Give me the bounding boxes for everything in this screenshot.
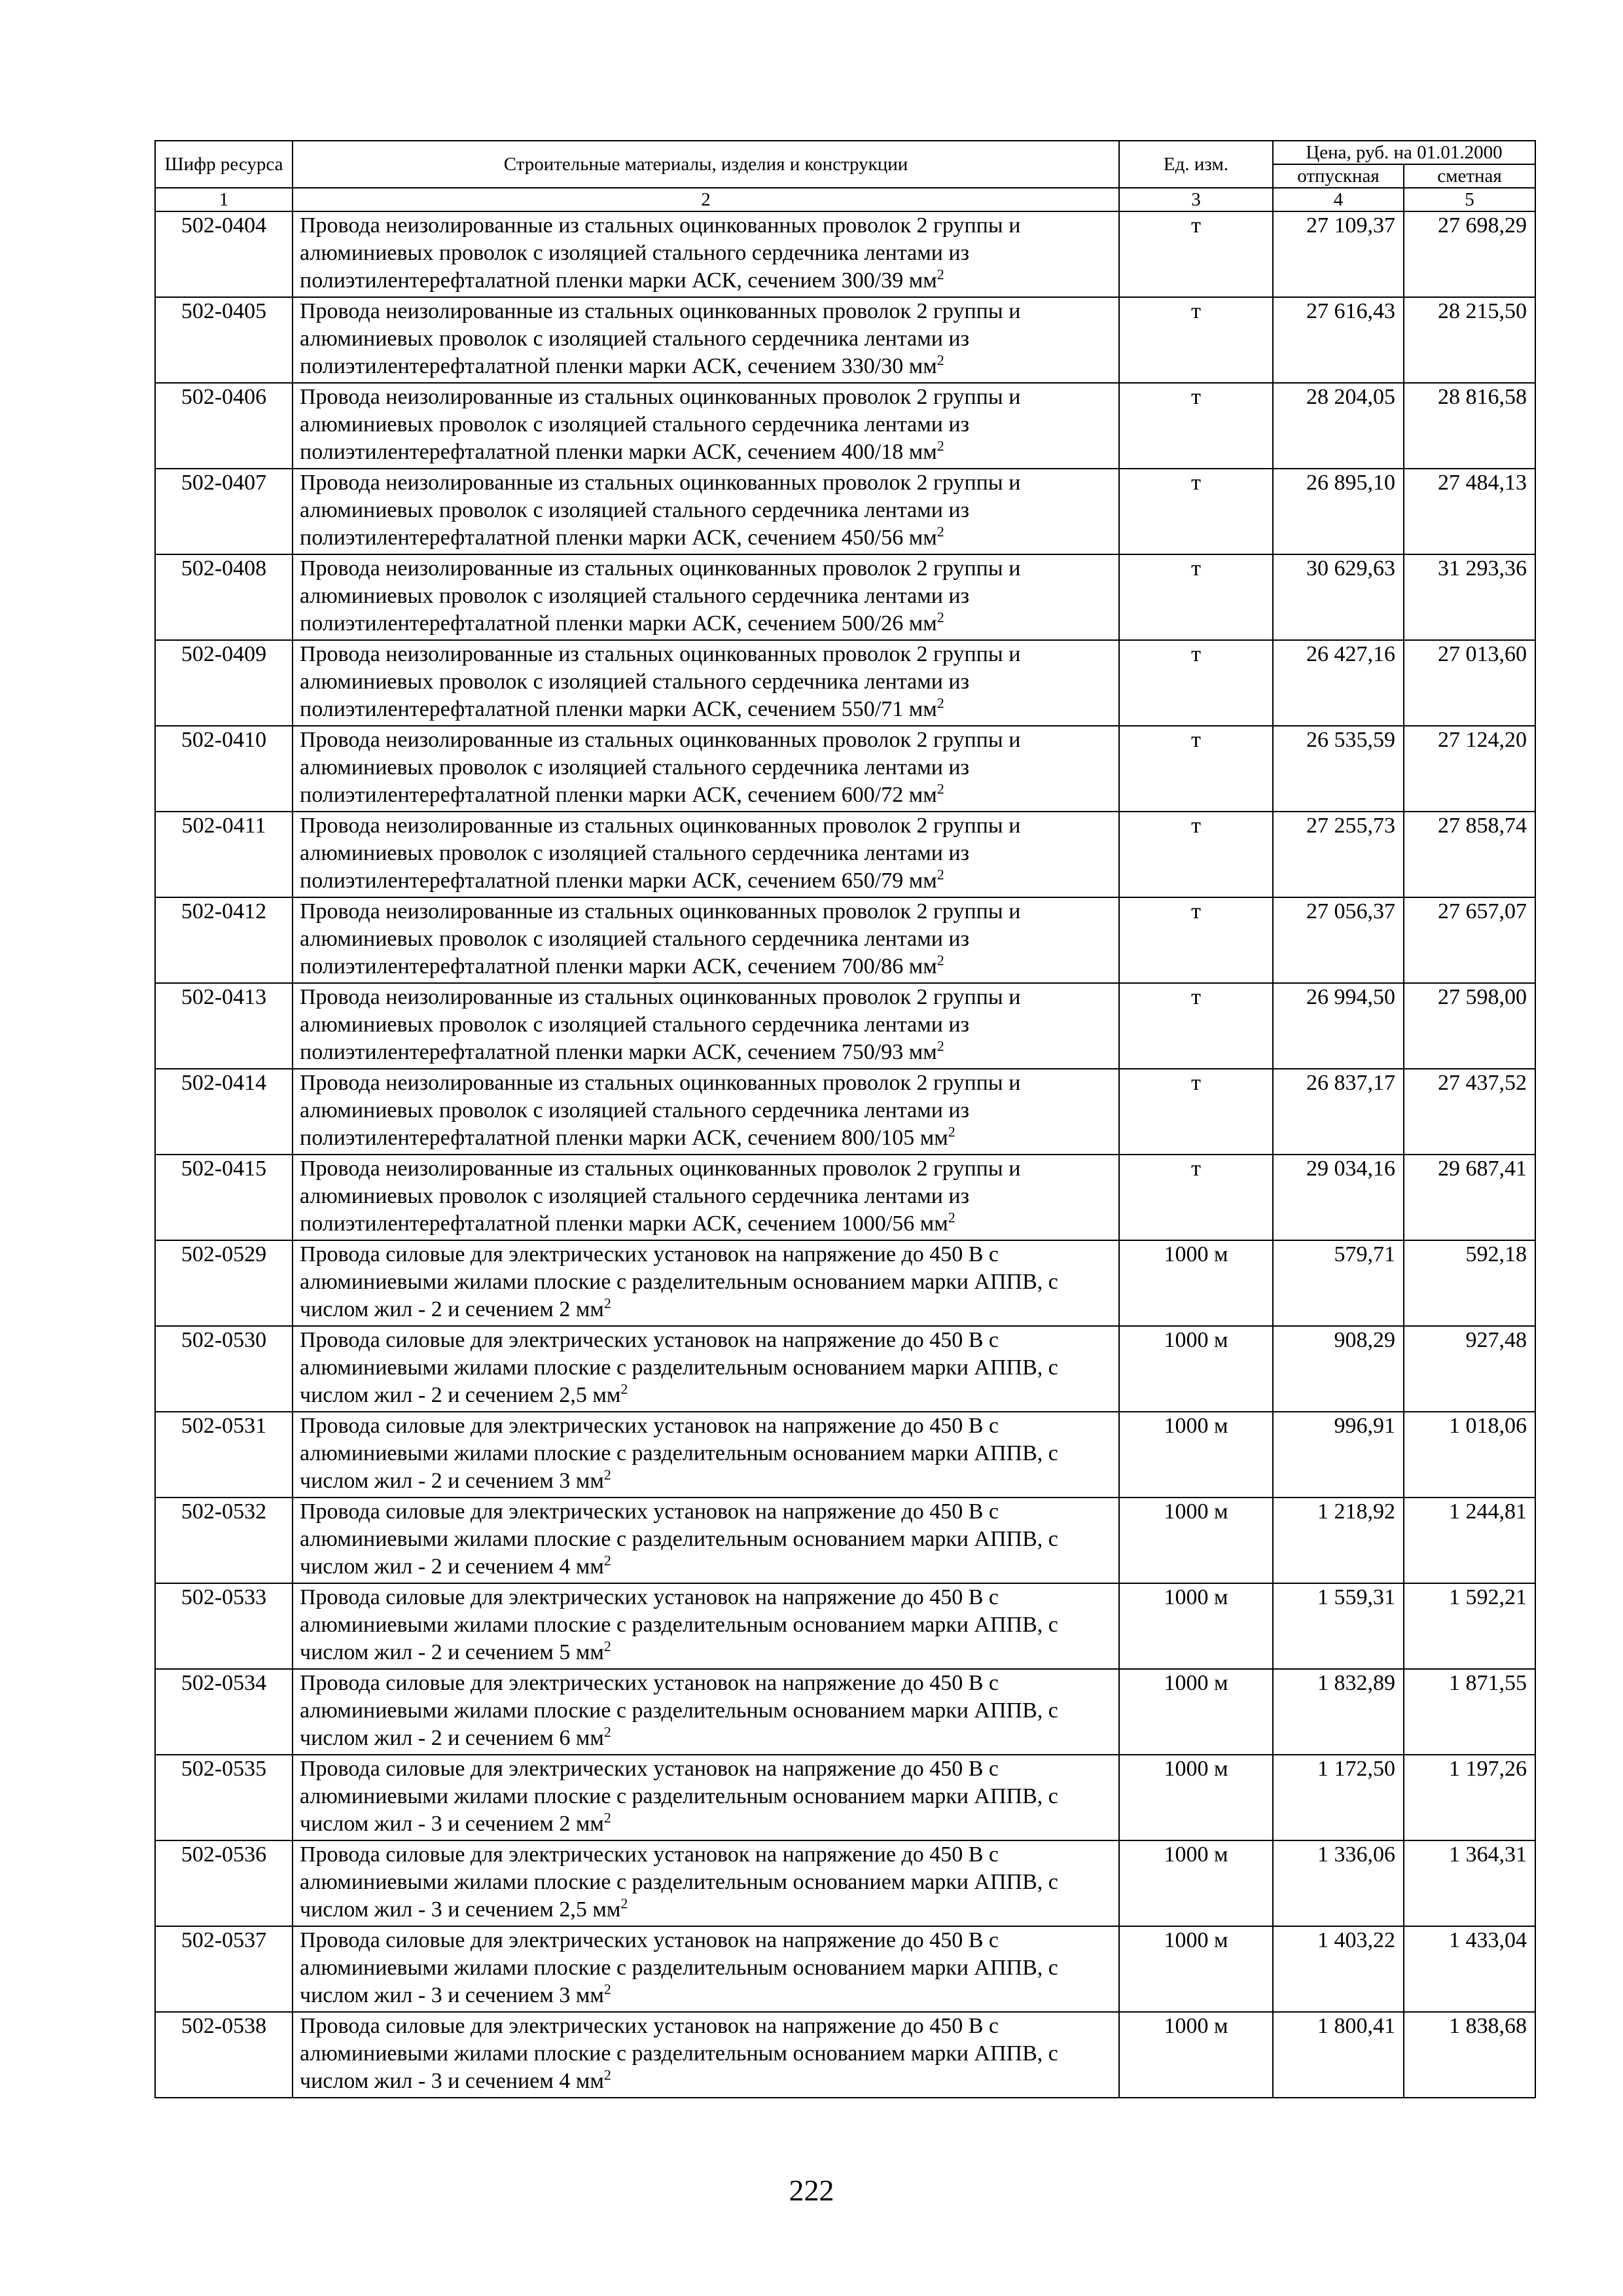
price-release	[1273, 812, 1404, 897]
unit	[1119, 897, 1273, 983]
unit-text: 1000 м	[1164, 1757, 1228, 1781]
price-estimate-text: 27 598,00	[1438, 985, 1527, 1009]
material-name-text: Провода неизолированные из стальных оцинкованных проволок 2 группы и алюминиевых проволок с изоляцией стального сердечника лентами из полиэтилентерефталатной пленки марки АСК, сечением 800/105 мм	[300, 1071, 1021, 1150]
price-estimate-text: 1 592,21	[1449, 1585, 1527, 1609]
price-release-text: 1 559,31	[1317, 1585, 1395, 1609]
material-name	[293, 640, 1119, 726]
resource-code	[155, 383, 293, 469]
table-row	[155, 726, 1535, 812]
resource-code-text: 502-0405	[181, 299, 267, 323]
resource-code-text: 502-0408	[181, 556, 267, 581]
material-name-text: Провода неизолированные из стальных оцинкованных проволок 2 группы и алюминиевых проволок с изоляцией стального сердечника лентами из полиэтилентерефталатной пленки марки АСК, сечением 600/72 мм	[300, 728, 1021, 807]
square-superscript: 2	[603, 1638, 611, 1655]
price-release-text: 27 056,37	[1306, 899, 1395, 924]
price-estimate-text: 27 698,29	[1438, 213, 1527, 238]
price-estimate	[1404, 1840, 1535, 1926]
resource-code-text: 502-0534	[181, 1671, 267, 1695]
column-number: 1	[155, 188, 293, 211]
resource-code-text: 502-0538	[181, 2014, 267, 2038]
price-release-text: 996,91	[1334, 1414, 1395, 1438]
price-estimate-text: 1 871,55	[1449, 1671, 1527, 1695]
unit-text: т	[1191, 642, 1201, 666]
resource-code-text: 502-0407	[181, 471, 267, 495]
price-estimate-text: 27 484,13	[1438, 471, 1527, 495]
square-superscript: 2	[948, 1123, 955, 1140]
resource-code-text: 502-0536	[181, 1842, 267, 1867]
page-number: 222	[789, 2174, 834, 2207]
material-name-text: Провода неизолированные из стальных оцинкованных проволок 2 группы и алюминиевых проволок с изоляцией стального сердечника лентами из полиэтилентерефталатной пленки марки АСК, сечением 330/30 мм	[300, 299, 1021, 378]
price-estimate	[1404, 2012, 1535, 2098]
square-superscript: 2	[936, 1037, 944, 1054]
price-release-text: 1 172,50	[1317, 1757, 1395, 1781]
unit-text: т	[1191, 556, 1201, 581]
price-release-text: 26 994,50	[1306, 985, 1395, 1009]
resource-code-text: 502-0406	[181, 385, 267, 409]
resource-code-text: 502-0410	[181, 728, 267, 752]
unit	[1119, 1240, 1273, 1326]
price-release-text: 30 629,63	[1306, 556, 1395, 581]
resource-code	[155, 983, 293, 1069]
resource-code-text: 502-0531	[181, 1414, 267, 1438]
material-name-text: Провода неизолированные из стальных оцинкованных проволок 2 группы и алюминиевых проволок с изоляцией стального сердечника лентами из полиэтилентерефталатной пленки марки АСК, сечением 450/56 мм	[300, 471, 1021, 550]
price-estimate	[1404, 726, 1535, 812]
material-name	[293, 1669, 1119, 1755]
material-name	[293, 554, 1119, 640]
unit	[1119, 640, 1273, 726]
price-release-text: 908,29	[1334, 1328, 1395, 1352]
price-release	[1273, 1412, 1404, 1498]
unit-text: 1000 м	[1164, 1499, 1228, 1524]
unit	[1119, 554, 1273, 640]
material-name	[293, 1755, 1119, 1840]
unit-text: 1000 м	[1164, 1585, 1228, 1609]
price-estimate-text: 27 657,07	[1438, 899, 1527, 924]
resource-code-text: 502-0415	[181, 1157, 267, 1181]
square-superscript: 2	[603, 1981, 611, 1998]
table-row	[155, 1840, 1535, 1926]
unit	[1119, 983, 1273, 1069]
table-row	[155, 2012, 1535, 2098]
price-release	[1273, 1498, 1404, 1583]
price-estimate	[1404, 1583, 1535, 1669]
price-estimate	[1404, 1240, 1535, 1326]
square-superscript: 2	[603, 1466, 611, 1483]
material-name-text: Провода силовые для электрических установок на напряжение до 450 В с алюминиевыми жилами плоские с разделительным основанием марки АППВ, с числом жил - 3 и сечением 4 мм	[300, 2014, 1058, 2093]
material-name	[293, 1240, 1119, 1326]
material-name-text: Провода силовые для электрических установок на напряжение до 450 В с алюминиевыми жилами плоские с разделительным основанием марки АППВ, с числом жил - 2 и сечением 5 мм	[300, 1585, 1058, 1664]
unit	[1119, 812, 1273, 897]
unit-text: 1000 м	[1164, 1328, 1228, 1352]
resource-price-table	[154, 140, 1536, 2098]
price-release	[1273, 983, 1404, 1069]
table-row	[155, 1755, 1535, 1840]
price-release-text: 27 616,43	[1306, 299, 1395, 323]
material-name-text: Провода силовые для электрических установок на напряжение до 450 В с алюминиевыми жилами плоские с разделительным основанием марки АППВ, с числом жил - 3 и сечением 2,5 мм	[300, 1842, 1058, 1922]
price-estimate	[1404, 1669, 1535, 1755]
header-price: Цена, руб. на 01.01.2000	[1273, 141, 1535, 164]
price-estimate-text: 592,18	[1465, 1242, 1527, 1266]
square-superscript: 2	[603, 2066, 611, 2083]
column-number: 4	[1273, 188, 1404, 211]
resource-code	[155, 554, 293, 640]
price-release	[1273, 1240, 1404, 1326]
square-superscript: 2	[936, 351, 944, 368]
price-release-text: 28 204,05	[1306, 385, 1395, 409]
price-estimate	[1404, 297, 1535, 383]
material-name	[293, 1583, 1119, 1669]
material-name-text: Провода неизолированные из стальных оцинкованных проволок 2 группы и алюминиевых проволок с изоляцией стального сердечника лентами из полиэтилентерефталатной пленки марки АСК, сечением 300/39 мм	[300, 213, 1021, 293]
price-estimate	[1404, 1755, 1535, 1840]
header-unit: Ед. изм.	[1119, 141, 1273, 188]
material-name	[293, 2012, 1119, 2098]
price-release	[1273, 211, 1404, 297]
material-name-text: Провода силовые для электрических установок на напряжение до 450 В с алюминиевыми жилами плоские с разделительным основанием марки АППВ, с числом жил - 3 и сечением 2 мм	[300, 1757, 1058, 1836]
unit	[1119, 1669, 1273, 1755]
price-estimate	[1404, 897, 1535, 983]
resource-code	[155, 726, 293, 812]
table-row	[155, 897, 1535, 983]
table-row	[155, 1326, 1535, 1412]
table-row	[155, 983, 1535, 1069]
square-superscript: 2	[936, 694, 944, 711]
unit	[1119, 1498, 1273, 1583]
price-estimate-text: 28 816,58	[1438, 385, 1527, 409]
material-name	[293, 297, 1119, 383]
price-estimate-text: 1 197,26	[1449, 1757, 1527, 1781]
square-superscript: 2	[620, 1380, 628, 1397]
unit-text: т	[1191, 299, 1201, 323]
price-estimate-text: 1 838,68	[1449, 2014, 1527, 2038]
table-body	[155, 211, 1535, 2098]
price-release-text: 1 336,06	[1317, 1842, 1395, 1867]
material-name	[293, 897, 1119, 983]
resource-code	[155, 1326, 293, 1412]
price-estimate-text: 1 018,06	[1449, 1414, 1527, 1438]
price-estimate	[1404, 211, 1535, 297]
resource-code	[155, 297, 293, 383]
resource-code	[155, 1583, 293, 1669]
resource-code	[155, 2012, 293, 2098]
table-row	[155, 1240, 1535, 1326]
material-name	[293, 1155, 1119, 1240]
material-name-text: Провода силовые для электрических установок на напряжение до 450 В с алюминиевыми жилами плоские с разделительным основанием марки АППВ, с числом жил - 2 и сечением 2 мм	[300, 1242, 1058, 1321]
table-row	[155, 1583, 1535, 1669]
price-release	[1273, 469, 1404, 554]
unit-text: 1000 м	[1164, 1414, 1228, 1438]
price-estimate	[1404, 469, 1535, 554]
column-number: 3	[1119, 188, 1273, 211]
price-release-text: 27 255,73	[1306, 814, 1395, 838]
price-release-text: 26 535,59	[1306, 728, 1395, 752]
unit-text: т	[1191, 1157, 1201, 1181]
price-estimate-text: 1 364,31	[1449, 1842, 1527, 1867]
unit	[1119, 1755, 1273, 1840]
price-release-text: 1 218,92	[1317, 1499, 1395, 1524]
square-superscript: 2	[936, 437, 944, 454]
material-name-text: Провода неизолированные из стальных оцинкованных проволок 2 группы и алюминиевых проволок с изоляцией стального сердечника лентами из полиэтилентерефталатной пленки марки АСК, сечением 750/93 мм	[300, 985, 1021, 1064]
price-estimate	[1404, 1412, 1535, 1498]
table-row	[155, 297, 1535, 383]
unit	[1119, 1583, 1273, 1669]
price-release	[1273, 897, 1404, 983]
price-release-text: 1 403,22	[1317, 1928, 1395, 1952]
resource-code-text: 502-0411	[181, 814, 266, 838]
price-estimate-text: 927,48	[1465, 1328, 1527, 1352]
material-name	[293, 1840, 1119, 1926]
material-name-text: Провода силовые для электрических установок на напряжение до 450 В с алюминиевыми жилами плоские с разделительным основанием марки АППВ, с числом жил - 2 и сечением 3 мм	[300, 1414, 1058, 1493]
resource-code	[155, 469, 293, 554]
resource-code	[155, 1240, 293, 1326]
material-name	[293, 211, 1119, 297]
price-release	[1273, 640, 1404, 726]
square-superscript: 2	[936, 952, 944, 969]
price-estimate	[1404, 812, 1535, 897]
square-superscript: 2	[603, 1295, 611, 1312]
material-name-text: Провода силовые для электрических установок на напряжение до 450 В с алюминиевыми жилами плоские с разделительным основанием марки АППВ, с числом жил - 3 и сечением 3 мм	[300, 1928, 1058, 2007]
table-row	[155, 469, 1535, 554]
unit-text: т	[1191, 471, 1201, 495]
unit	[1119, 383, 1273, 469]
material-name-text: Провода неизолированные из стальных оцинкованных проволок 2 группы и алюминиевых проволок с изоляцией стального сердечника лентами из полиэтилентерефталатной пленки марки АСК, сечением 650/79 мм	[300, 814, 1021, 893]
price-release-text: 1 832,89	[1317, 1671, 1395, 1695]
resource-code	[155, 812, 293, 897]
price-release-text: 26 837,17	[1306, 1071, 1395, 1095]
unit	[1119, 211, 1273, 297]
material-name	[293, 726, 1119, 812]
table-row	[155, 1498, 1535, 1583]
material-name-text: Провода неизолированные из стальных оцинкованных проволок 2 группы и алюминиевых проволок с изоляцией стального сердечника лентами из полиэтилентерефталатной пленки марки АСК, сечением 400/18 мм	[300, 385, 1021, 464]
price-release	[1273, 1069, 1404, 1155]
unit	[1119, 1326, 1273, 1412]
unit-text: т	[1191, 385, 1201, 409]
resource-code-text: 502-0532	[181, 1499, 267, 1524]
unit	[1119, 1069, 1273, 1155]
price-release	[1273, 1840, 1404, 1926]
table-row	[155, 554, 1535, 640]
square-superscript: 2	[603, 1809, 611, 1826]
material-name-text: Провода неизолированные из стальных оцинкованных проволок 2 группы и алюминиевых проволок с изоляцией стального сердечника лентами из полиэтилентерефталатной пленки марки АСК, сечением 550/71 мм	[300, 642, 1021, 721]
price-release	[1273, 383, 1404, 469]
price-estimate-text: 27 124,20	[1438, 728, 1527, 752]
price-estimate-text: 31 293,36	[1438, 556, 1527, 581]
price-estimate-text: 29 687,41	[1438, 1157, 1527, 1181]
unit	[1119, 1926, 1273, 2012]
resource-code-text: 502-0413	[181, 985, 267, 1009]
table-row	[155, 383, 1535, 469]
price-release	[1273, 2012, 1404, 2098]
square-superscript: 2	[936, 780, 944, 797]
unit-text: 1000 м	[1164, 1928, 1228, 1952]
resource-code	[155, 1412, 293, 1498]
resource-code-text: 502-0529	[181, 1242, 267, 1266]
unit	[1119, 2012, 1273, 2098]
material-name	[293, 1498, 1119, 1583]
price-release-text: 579,71	[1334, 1242, 1395, 1266]
table-row	[155, 211, 1535, 297]
header-resource-code: Шифр ресурса	[155, 141, 293, 188]
price-estimate	[1404, 983, 1535, 1069]
unit	[1119, 1840, 1273, 1926]
resource-code-text: 502-0533	[181, 1585, 267, 1609]
resource-code	[155, 1155, 293, 1240]
resource-code	[155, 211, 293, 297]
unit-text: т	[1191, 985, 1201, 1009]
price-estimate-text: 27 858,74	[1438, 814, 1527, 838]
price-estimate	[1404, 1326, 1535, 1412]
price-estimate-text: 28 215,50	[1438, 299, 1527, 323]
price-release-text: 27 109,37	[1306, 213, 1395, 238]
price-estimate	[1404, 554, 1535, 640]
table-row	[155, 812, 1535, 897]
unit	[1119, 1412, 1273, 1498]
resource-code	[155, 1840, 293, 1926]
price-release	[1273, 1583, 1404, 1669]
table-row	[155, 1926, 1535, 2012]
price-estimate	[1404, 1498, 1535, 1583]
square-superscript: 2	[603, 1552, 611, 1569]
price-estimate-text: 27 013,60	[1438, 642, 1527, 666]
material-name-text: Провода неизолированные из стальных оцинкованных проволок 2 группы и алюминиевых проволок с изоляцией стального сердечника лентами из полиэтилентерефталатной пленки марки АСК, сечением 1000/56 мм	[300, 1157, 1021, 1236]
table-row	[155, 640, 1535, 726]
resource-code-text: 502-0414	[181, 1071, 267, 1095]
resource-code	[155, 1498, 293, 1583]
price-release	[1273, 1926, 1404, 2012]
square-superscript: 2	[936, 866, 944, 883]
resource-code-text: 502-0409	[181, 642, 267, 666]
price-release	[1273, 554, 1404, 640]
price-release	[1273, 1669, 1404, 1755]
material-name-text: Провода силовые для электрических установок на напряжение до 450 В с алюминиевыми жилами плоские с разделительным основанием марки АППВ, с числом жил - 2 и сечением 4 мм	[300, 1499, 1058, 1579]
price-release	[1273, 1155, 1404, 1240]
column-number: 5	[1404, 188, 1535, 211]
material-name	[293, 1326, 1119, 1412]
material-name-text: Провода неизолированные из стальных оцинкованных проволок 2 группы и алюминиевых проволок с изоляцией стального сердечника лентами из полиэтилентерефталатной пленки марки АСК, сечением 700/86 мм	[300, 899, 1021, 978]
material-name	[293, 1926, 1119, 2012]
material-name	[293, 1069, 1119, 1155]
price-estimate-text: 27 437,52	[1438, 1071, 1527, 1095]
resource-code	[155, 1755, 293, 1840]
material-name	[293, 812, 1119, 897]
unit-text: т	[1191, 728, 1201, 752]
price-release-text: 26 427,16	[1306, 642, 1395, 666]
unit-text: т	[1191, 814, 1201, 838]
resource-code	[155, 897, 293, 983]
price-release-text: 1 800,41	[1317, 2014, 1395, 2038]
price-estimate	[1404, 383, 1535, 469]
resource-code-text: 502-0535	[181, 1757, 267, 1781]
square-superscript: 2	[936, 523, 944, 540]
price-release-text: 29 034,16	[1306, 1157, 1395, 1181]
header-price-estimate: сметная	[1404, 164, 1535, 188]
price-release-text: 26 895,10	[1306, 471, 1395, 495]
price-estimate-text: 1 433,04	[1449, 1928, 1527, 1952]
resource-code	[155, 640, 293, 726]
resource-code	[155, 1069, 293, 1155]
unit	[1119, 726, 1273, 812]
square-superscript: 2	[936, 609, 944, 626]
table-row	[155, 1069, 1535, 1155]
table-row	[155, 1155, 1535, 1240]
header-price-release: отпускная	[1273, 164, 1404, 188]
unit-text: 1000 м	[1164, 1842, 1228, 1867]
square-superscript: 2	[620, 1895, 628, 1912]
price-release	[1273, 1755, 1404, 1840]
material-name-text: Провода силовые для электрических установок на напряжение до 450 В с алюминиевыми жилами плоские с разделительным основанием марки АППВ, с числом жил - 2 и сечением 2,5 мм	[300, 1328, 1058, 1407]
unit-text: 1000 м	[1164, 1671, 1228, 1695]
price-estimate	[1404, 1069, 1535, 1155]
price-release	[1273, 297, 1404, 383]
price-estimate	[1404, 1155, 1535, 1240]
square-superscript: 2	[936, 266, 944, 283]
unit-text: т	[1191, 899, 1201, 924]
unit-text: 1000 м	[1164, 1242, 1228, 1266]
material-name-text: Провода неизолированные из стальных оцинкованных проволок 2 группы и алюминиевых проволок с изоляцией стального сердечника лентами из полиэтилентерефталатной пленки марки АСК, сечением 500/26 мм	[300, 556, 1021, 636]
unit-text: т	[1191, 1071, 1201, 1095]
resource-code-text: 502-0412	[181, 899, 267, 924]
price-estimate	[1404, 640, 1535, 726]
material-name	[293, 1412, 1119, 1498]
square-superscript: 2	[948, 1209, 955, 1226]
material-name-text: Провода силовые для электрических установок на напряжение до 450 В с алюминиевыми жилами плоские с разделительным основанием марки АППВ, с числом жил - 2 и сечением 6 мм	[300, 1671, 1058, 1750]
price-release	[1273, 726, 1404, 812]
material-name	[293, 469, 1119, 554]
unit	[1119, 1155, 1273, 1240]
unit-text: т	[1191, 213, 1201, 238]
price-estimate	[1404, 1926, 1535, 2012]
table-row	[155, 1669, 1535, 1755]
material-name	[293, 383, 1119, 469]
resource-code-text: 502-0404	[181, 213, 267, 238]
price-estimate-text: 1 244,81	[1449, 1499, 1527, 1524]
square-superscript: 2	[603, 1723, 611, 1740]
header-materials: Строительные материалы, изделия и конструкции	[293, 141, 1119, 188]
resource-code	[155, 1926, 293, 2012]
unit	[1119, 469, 1273, 554]
unit	[1119, 297, 1273, 383]
material-name	[293, 983, 1119, 1069]
resource-code-text: 502-0537	[181, 1928, 267, 1952]
resource-code-text: 502-0530	[181, 1328, 267, 1352]
resource-code	[155, 1669, 293, 1755]
price-release	[1273, 1326, 1404, 1412]
column-number: 2	[293, 188, 1119, 211]
table-row	[155, 1412, 1535, 1498]
unit-text: 1000 м	[1164, 2014, 1228, 2038]
